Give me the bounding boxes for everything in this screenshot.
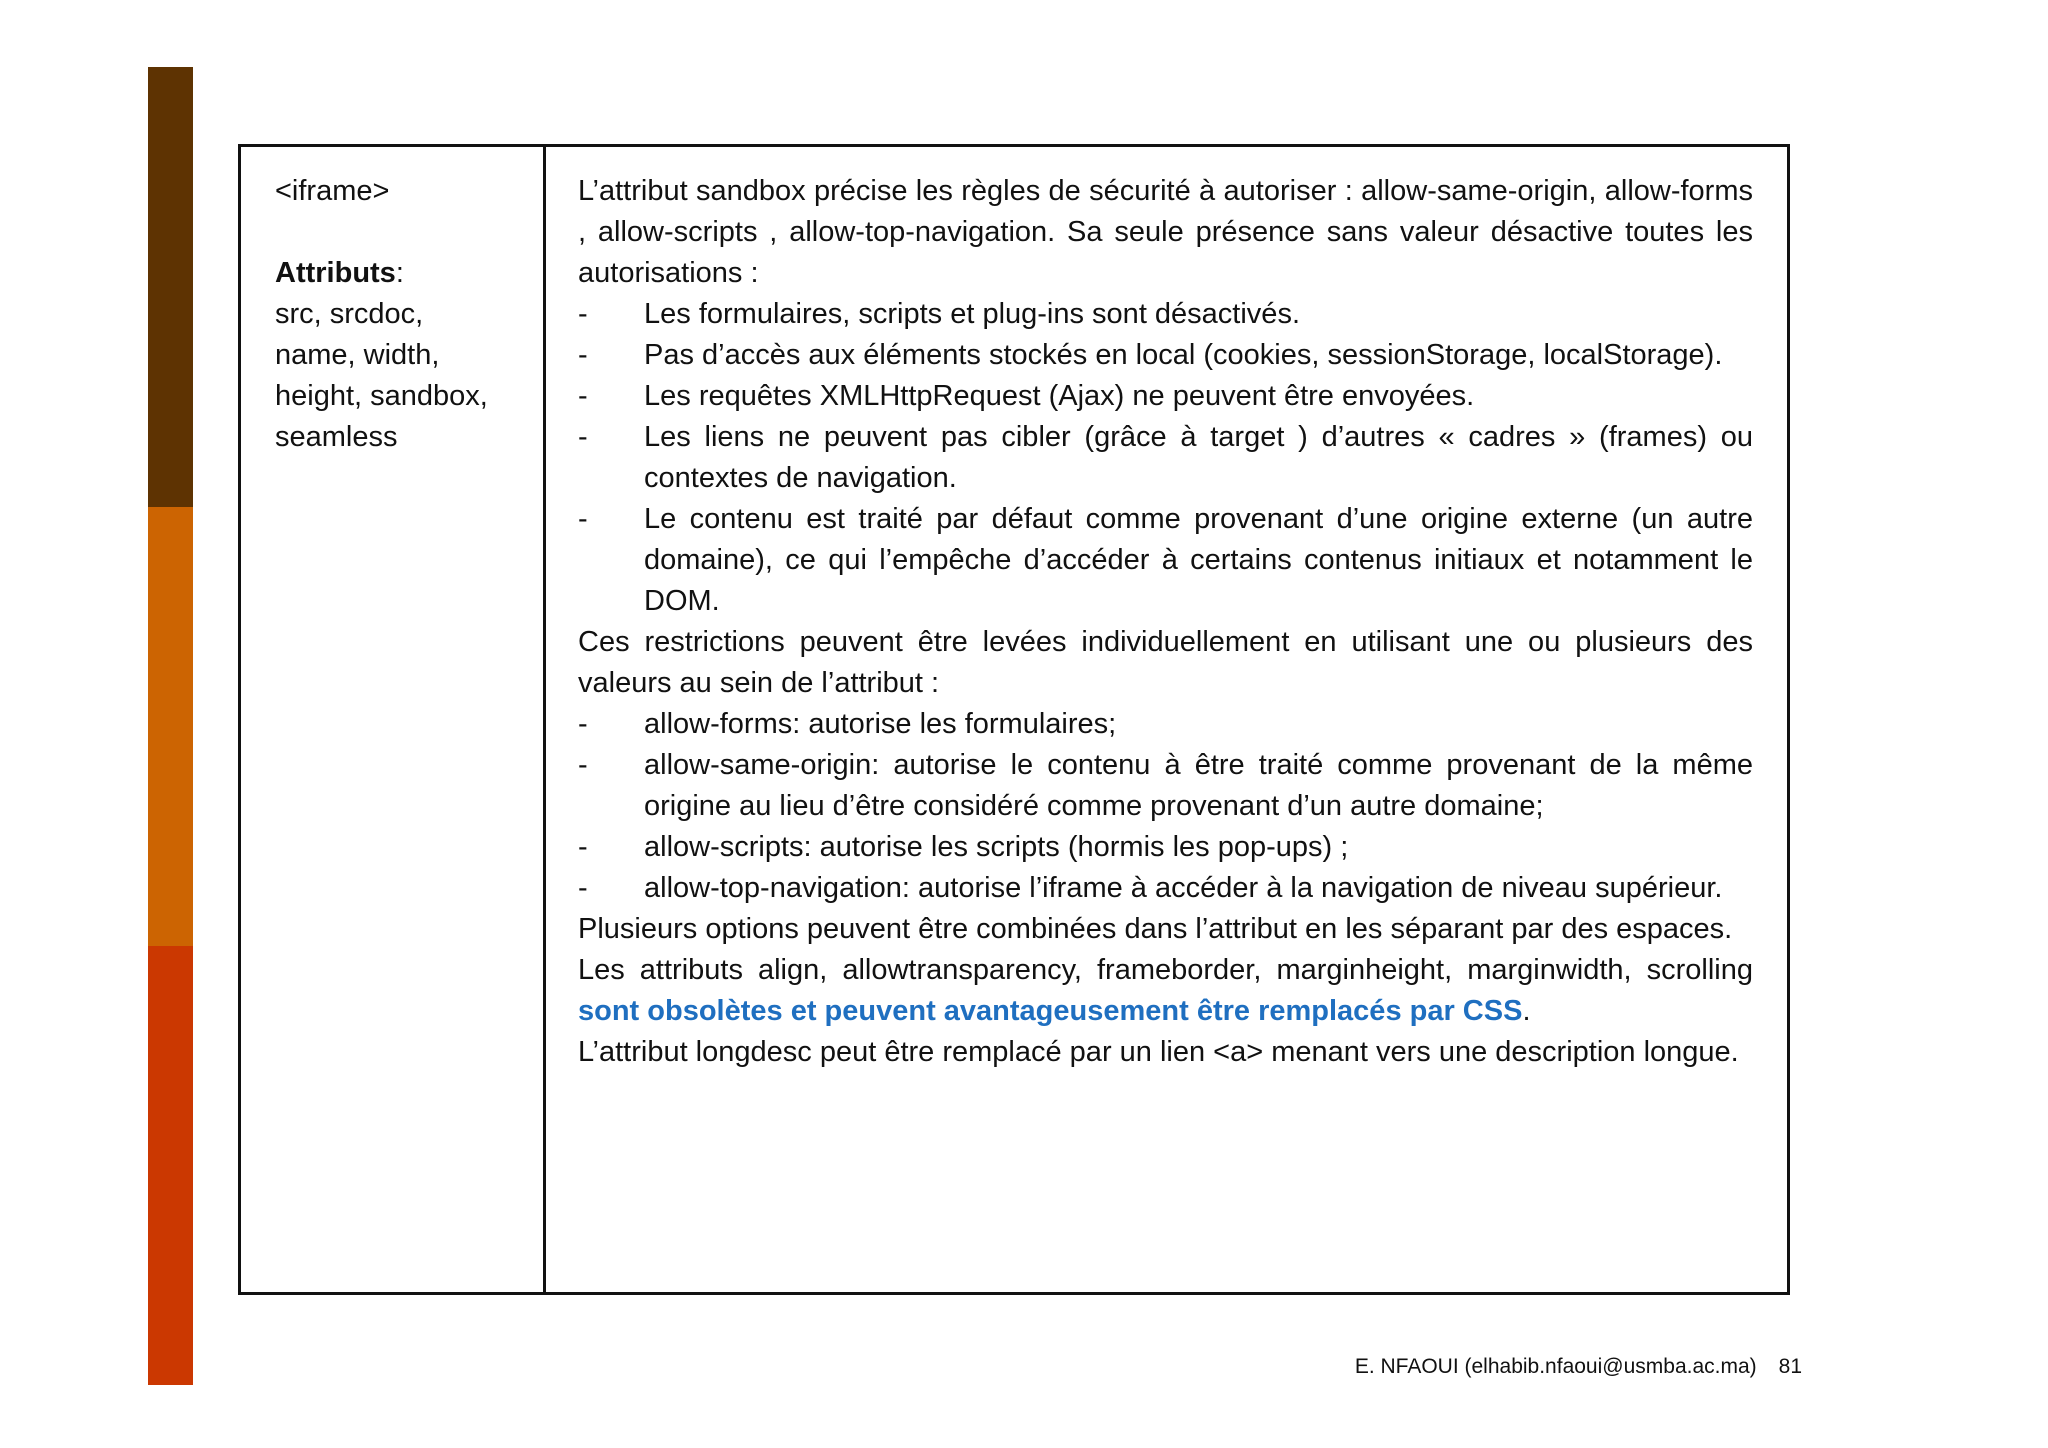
dash-bullet: -	[578, 749, 588, 781]
element-tag: <iframe>	[275, 175, 390, 207]
dash-bullet: -	[578, 503, 588, 535]
dash-bullet: -	[578, 339, 588, 371]
sidebar-color-bar	[148, 67, 193, 1385]
dash-bullet: -	[578, 380, 588, 412]
dash-bullet: -	[578, 421, 588, 453]
page-number: 81	[1778, 1355, 1802, 1378]
combine-paragraph: Plusieurs options peuvent être combinées dans l’attribut en les séparant par des espaces.	[578, 913, 1733, 945]
list-item: - Les liens ne peuvent pas cibler (grâce à target ) d’autres « cadres » (frames) ou contextes de navigation.	[578, 417, 1753, 499]
restrictions-lift-paragraph: Ces restrictions peuvent être levées individuellement en utilisant une ou plusieurs des valeurs au sein de l’attribut :	[578, 626, 1753, 699]
list-item: - Les requêtes XMLHttpRequest (Ajax) ne peuvent être envoyées.	[578, 376, 1753, 417]
right-column	[546, 147, 1787, 1292]
sidebar-segment-brown	[148, 67, 193, 507]
dash-bullet: -	[578, 298, 588, 330]
obsolete-paragraph	[578, 950, 1753, 1032]
attributes-label: Attributs	[275, 257, 396, 289]
left-column	[241, 147, 546, 1292]
content-table	[238, 144, 1790, 1295]
attribute-line: name, width,	[275, 339, 440, 371]
dash-bullet: -	[578, 831, 588, 863]
obsolete-highlight: sont obsolètes et peuvent avantageusement être remplacés par CSS	[578, 995, 1523, 1027]
list-item: - allow-forms: autorise les formulaires;	[578, 704, 1753, 745]
attributes-colon: :	[395, 257, 404, 289]
attribute-line: src, srcdoc,	[275, 298, 424, 330]
dash-bullet: -	[578, 708, 588, 740]
longdesc-paragraph: L’attribut longdesc peut être remplacé par un lien <a> menant vers une description longue.	[578, 1036, 1739, 1068]
intro-paragraph: L’attribut sandbox précise les règles de sécurité à autoriser : allow-same-origin, allow-forms , allow-scripts , allow-top-navigation. Sa seule présence sans valeur désactive toutes les autorisations :	[578, 175, 1753, 289]
list-item: - Le contenu est traité par défaut comme provenant d’une origine externe (un autre domaine), ce qui l’empêche d’accéder à certains contenus initiaux et notamment le DOM.	[578, 499, 1753, 622]
list-item: - allow-scripts: autorise les scripts (hormis les pop-ups) ;	[578, 827, 1753, 868]
attributes-heading	[275, 253, 521, 294]
footer-author: E. NFAOUI (elhabib.nfaoui@usmba.ac.ma)	[1354, 1355, 1757, 1378]
list-item: - allow-top-navigation: autorise l’iframe à accéder à la navigation de niveau supérieur.	[578, 868, 1753, 909]
dash-bullet: -	[578, 872, 588, 904]
list-item: - Les formulaires, scripts et plug-ins sont désactivés.	[578, 294, 1753, 335]
obsolete-suffix: .	[1522, 995, 1531, 1027]
attribute-line: height, sandbox,	[275, 380, 488, 412]
list-item: - allow-same-origin: autorise le contenu à être traité comme provenant de la même origine au lieu d’être considéré comme provenant d’un autre domaine;	[578, 745, 1753, 827]
obsolete-prefix: Les attributs align, allowtransparency, frameborder, marginheight, marginwidth, scrolling	[578, 954, 1753, 986]
sidebar-segment-orange	[148, 507, 193, 946]
sandbox-values-list	[578, 704, 1753, 909]
attribute-line: seamless	[275, 421, 398, 453]
restrictions-list	[578, 294, 1753, 622]
list-item: - Pas d’accès aux éléments stockés en local (cookies, sessionStorage, localStorage).	[578, 335, 1753, 376]
sidebar-segment-red	[148, 946, 193, 1385]
slide-footer	[1355, 1352, 1802, 1382]
